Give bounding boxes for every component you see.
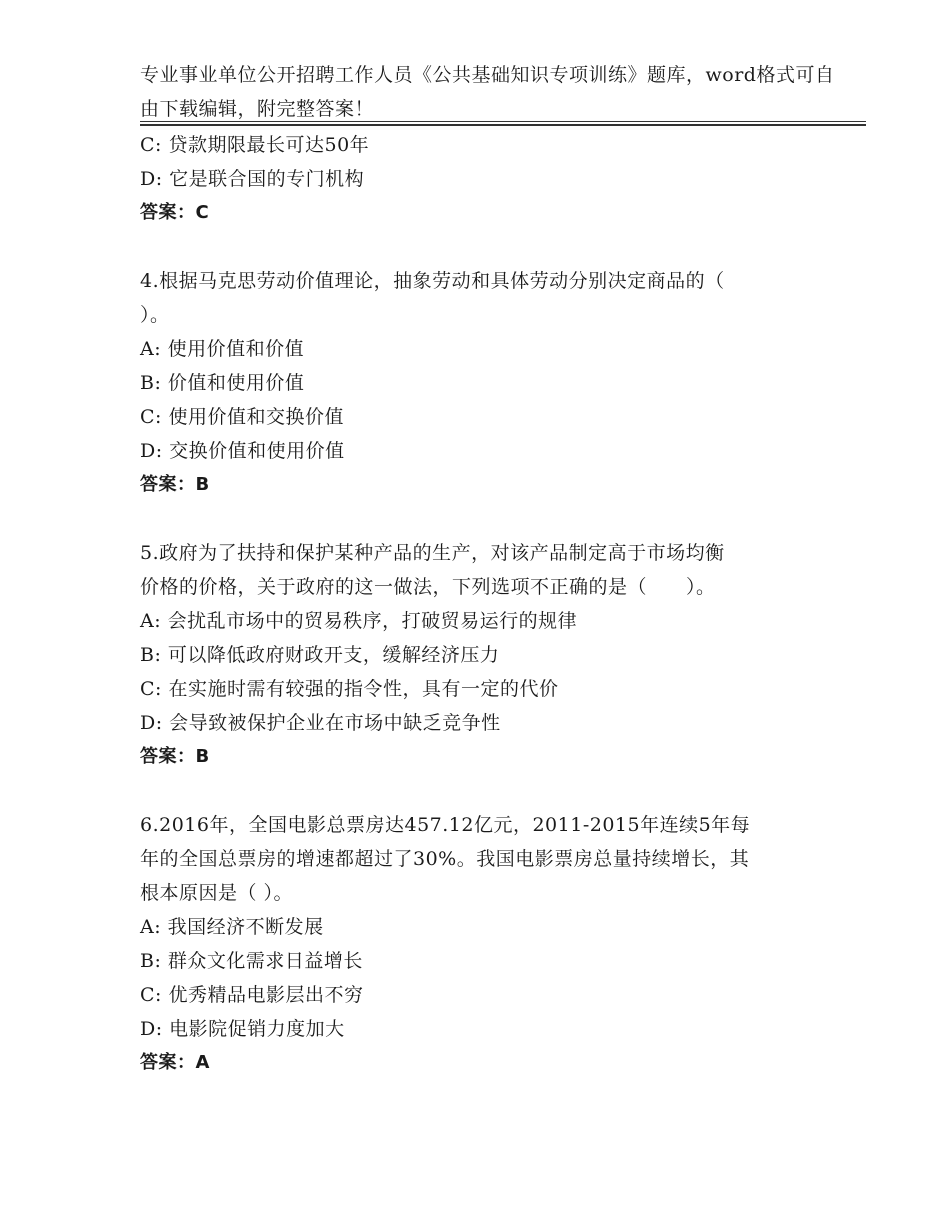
question-stem: ）。 (140, 304, 170, 326)
question-stem: 6.2016年，全国电影总票房达457.12亿元，2011-2015年连续5年每 (140, 814, 751, 836)
question-block (140, 536, 820, 774)
answer-line: 答案：C (140, 202, 210, 223)
answer-line: 答案：B (140, 746, 210, 767)
question-stem: 5.政府为了扶持和保护某种产品的生产，对该产品制定高于市场均衡 (140, 542, 725, 564)
answer-line: 答案：A (140, 1052, 210, 1073)
question-block (140, 808, 820, 1080)
question-block (140, 264, 820, 502)
page-header (140, 58, 835, 126)
question-content (140, 128, 820, 1080)
option-d: D: 会导致被保护企业在市场中缺乏竞争性 (140, 712, 501, 734)
header-rule (140, 124, 866, 126)
option-d: D: 电影院促销力度加大 (140, 1018, 345, 1040)
option-a: A: 会扰乱市场中的贸易秩序，打破贸易运行的规律 (140, 610, 578, 632)
option-a: A: 使用价值和价值 (140, 338, 305, 360)
option-b: B: 群众文化需求日益增长 (140, 950, 363, 972)
question-stem: 年的全国总票房的增速都超过了30%。我国电影票房总量持续增长，其 (140, 848, 750, 870)
answer-line: 答案：B (140, 474, 210, 495)
header-rule (140, 121, 866, 122)
question-stem: 价格的价格，关于政府的这一做法，下列选项不正确的是（ ）。 (140, 576, 716, 598)
option-b: B: 价值和使用价值 (140, 372, 305, 394)
option-c: C: 贷款期限最长可达50年 (140, 134, 370, 156)
spacer (140, 774, 820, 808)
spacer (140, 230, 820, 264)
option-c: C: 优秀精品电影层出不穷 (140, 984, 364, 1006)
spacer (140, 502, 820, 536)
option-a: A: 我国经济不断发展 (140, 916, 324, 938)
option-c: C: 使用价值和交换价值 (140, 406, 344, 428)
question-stem: 根本原因是（ ）。 (140, 882, 294, 904)
question-block (140, 128, 820, 230)
question-stem: 4.根据马克思劳动价值理论，抽象劳动和具体劳动分别决定商品的（ (140, 270, 725, 292)
header-line: 专业事业单位公开招聘工作人员《公共基础知识专项训练》题库，word格式可自 (140, 64, 835, 86)
option-d: D: 它是联合国的专门机构 (140, 168, 365, 190)
option-b: B: 可以降低政府财政开支，缓解经济压力 (140, 644, 500, 666)
option-c: C: 在实施时需有较强的指令性，具有一定的代价 (140, 678, 559, 700)
header-line: 由下载编辑，附完整答案！ (140, 98, 375, 120)
option-d: D: 交换价值和使用价值 (140, 440, 345, 462)
